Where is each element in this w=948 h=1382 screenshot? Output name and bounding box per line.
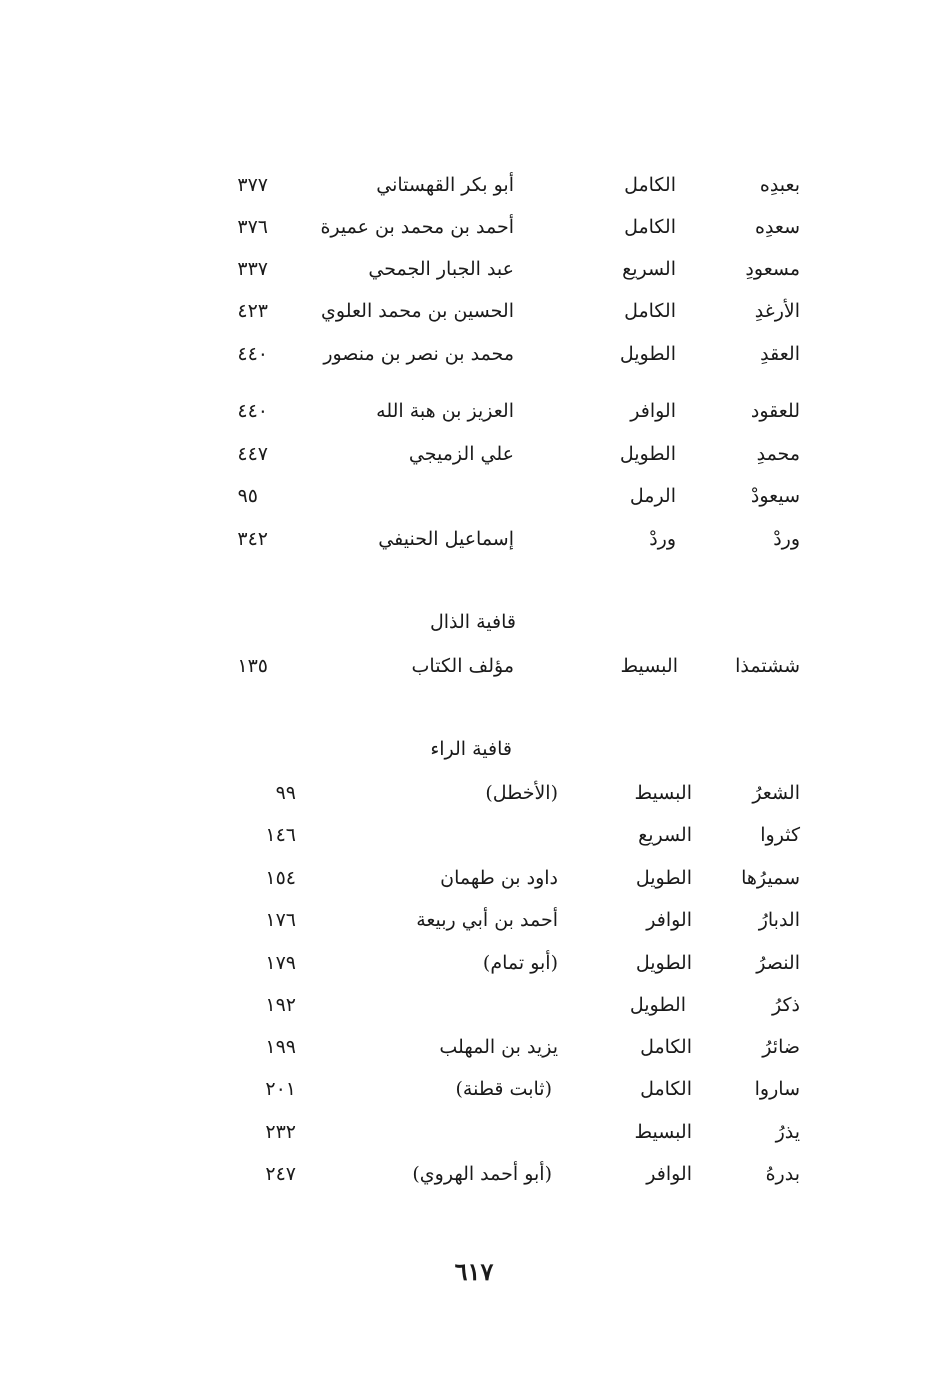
meter: الكامل: [624, 174, 676, 196]
page-reference: ١٩٢: [265, 994, 296, 1016]
rhyme-word: كثروا: [760, 824, 800, 846]
meter: الطويل: [619, 343, 676, 365]
poet-name: عبد الجبار الجمحي: [368, 258, 514, 280]
poet-name: (أبو أحمد الهروي): [412, 1163, 552, 1185]
rhyme-word: محمدِ: [756, 443, 800, 465]
table-row: [0, 818, 948, 852]
page-reference: ١٩٩: [265, 1036, 296, 1058]
meter: الوافر: [630, 400, 676, 422]
page-reference: ٤٤٠: [237, 343, 268, 365]
rhyme-word: سعدِه: [754, 216, 800, 238]
rhyme-word: ششتمذا: [735, 655, 800, 677]
rhyme-word: ضائرُ: [762, 1036, 800, 1058]
page-reference: ٢٤٧: [265, 1163, 296, 1185]
meter: البسيط: [620, 655, 678, 677]
poet-name: علي الزميجي: [408, 443, 514, 465]
table-row: [0, 294, 948, 328]
table-row: [0, 776, 948, 810]
rhyme-word: سيعودْ: [750, 485, 800, 507]
meter: الرمل: [629, 485, 676, 507]
meter: الطويل: [635, 952, 692, 974]
table-row: [0, 946, 948, 980]
poet-name: الحسين بن محمد العلوي: [321, 300, 514, 322]
table-row: [0, 479, 948, 513]
rhyme-word: سميرُها: [741, 867, 800, 889]
poet-name: أحمد بن محمد بن عميرة: [320, 216, 514, 238]
meter: الوافر: [646, 1163, 692, 1185]
rhyme-word: الدبارُ: [758, 909, 800, 931]
table-row: [0, 1115, 948, 1149]
page-reference: ٣٣٧: [237, 258, 268, 280]
page-reference: ٤٤٠: [237, 400, 268, 422]
rhyme-word: الشعرُ: [752, 782, 800, 804]
table-row: [0, 861, 948, 895]
poet-name: إسماعيل الحنيفي: [378, 528, 514, 550]
meter: الطويل: [629, 994, 686, 1016]
page-reference: ١٧٩: [265, 952, 296, 974]
meter: البسيط: [634, 782, 692, 804]
rhyme-word: للعقود: [750, 400, 800, 422]
table-row: [0, 1072, 948, 1106]
table-row: [0, 252, 948, 286]
poet-name: (أبو تمام): [482, 952, 558, 974]
page-reference: ٣٤٢: [237, 528, 268, 550]
poet-name: العزيز بن هبة الله: [376, 400, 514, 422]
rhyme-word: بعبدِه: [759, 174, 800, 196]
page-reference: ٣٧٧: [237, 174, 268, 196]
meter: وردْ: [649, 528, 676, 550]
page-reference: ٩٥: [237, 485, 258, 507]
page-reference: ١٧٦: [265, 909, 296, 931]
poet-name: محمد بن نصر بن منصور: [323, 343, 514, 365]
meter: السريع: [638, 824, 692, 846]
poet-name: مؤلف الكتاب: [411, 655, 514, 677]
poet-name: أبو بكر القهستاني: [376, 174, 514, 196]
table-row: [0, 337, 948, 371]
poet-name: (الأخطل): [485, 782, 558, 804]
meter: الطويل: [635, 867, 692, 889]
page-reference: ٤٢٣: [237, 300, 268, 322]
meter: الطويل: [619, 443, 676, 465]
rhyme-word: يذرُ: [775, 1121, 800, 1143]
page-reference: ٤٤٧: [237, 443, 268, 465]
rhyme-word: بدرهُ: [765, 1163, 800, 1185]
meter: الكامل: [624, 216, 676, 238]
meter: الوافر: [646, 909, 692, 931]
rhyme-word: مسعودِ: [745, 258, 800, 280]
table-row: [0, 210, 948, 244]
page-reference: ٩٩: [275, 782, 296, 804]
rhyme-word: ذكرُ: [772, 994, 800, 1016]
poet-name: (ثابت قطنة): [455, 1078, 552, 1100]
table-row: [0, 168, 948, 202]
table-row: [0, 649, 948, 683]
meter: الكامل: [624, 300, 676, 322]
page-number: ٦١٧: [454, 1257, 494, 1286]
poet-name: داود بن طهمان: [440, 867, 558, 889]
rhyme-word: وردْ: [773, 528, 800, 550]
table-row: [0, 903, 948, 937]
section-heading: قافية الذال: [429, 611, 516, 633]
table-row: [0, 1030, 948, 1064]
table-row: [0, 1157, 948, 1191]
table-row: [0, 394, 948, 428]
meter: الكامل: [640, 1036, 692, 1058]
poet-name: أحمد بن أبي ربيعة: [416, 909, 558, 931]
rhyme-word: ساروا: [754, 1078, 800, 1100]
rhyme-word: الأرغدِ: [754, 300, 800, 322]
meter: البسيط: [634, 1121, 692, 1143]
page-reference: ٢٣٢: [265, 1121, 296, 1143]
page-reference: ١٥٤: [265, 867, 296, 889]
page-reference: ١٤٦: [265, 824, 296, 846]
table-row: [0, 522, 948, 556]
page-reference: ٣٧٦: [237, 216, 268, 238]
rhyme-word: النصرُ: [756, 952, 800, 974]
poet-name: يزيد بن المهلب: [439, 1036, 558, 1058]
page-reference: ٢٠١: [265, 1078, 296, 1100]
meter: السريع: [622, 258, 676, 280]
rhyme-word: العقدِ: [760, 343, 800, 365]
meter: الكامل: [640, 1078, 692, 1100]
table-row: [0, 988, 948, 1022]
section-heading: قافية الراء: [430, 738, 512, 760]
table-row: [0, 437, 948, 471]
page-reference: ١٣٥: [237, 655, 268, 677]
